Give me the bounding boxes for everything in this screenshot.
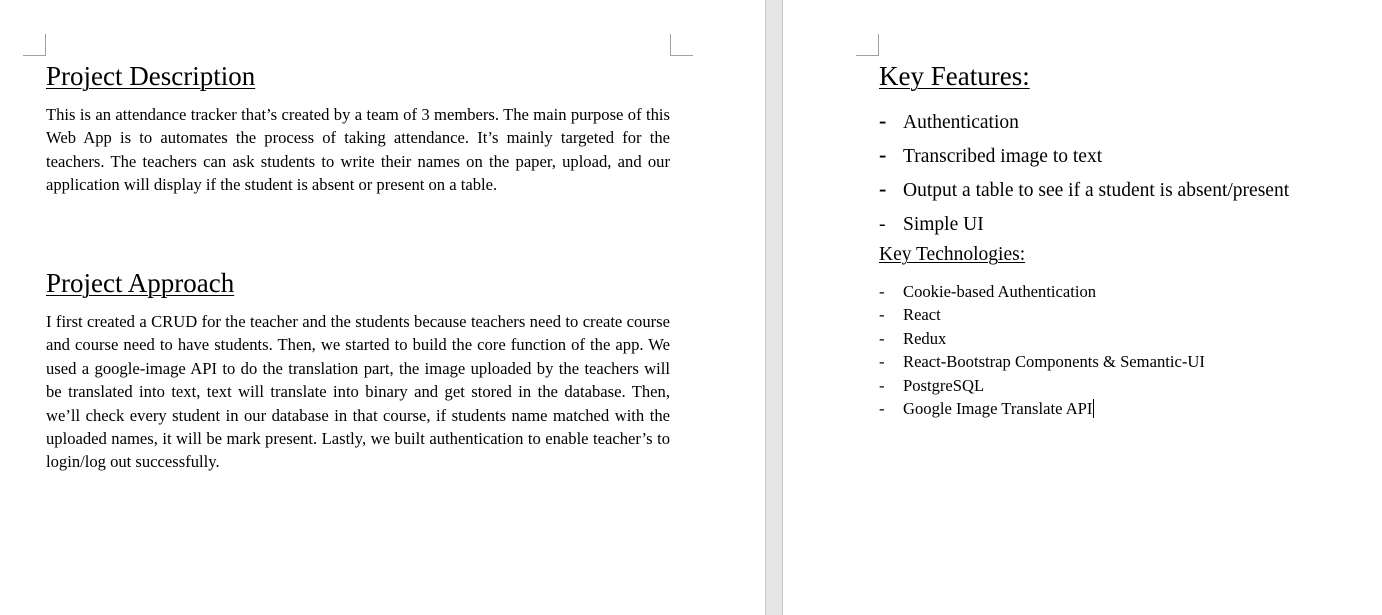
technology-text[interactable]: Redux <box>903 328 947 348</box>
dash-bullet: - <box>879 328 885 348</box>
dash-bullet: - <box>879 282 885 301</box>
technology-text[interactable]: Google Image Translate API <box>903 398 1093 418</box>
feature-text[interactable]: Output a table to see if a student is absent/present <box>903 180 1290 201</box>
project-description-heading[interactable]: Project Description <box>46 61 256 91</box>
margin-corner-mark-top-left <box>856 34 879 56</box>
technology-text[interactable]: Cookie-based Authentication <box>903 282 1097 301</box>
project-approach-heading[interactable]: Project Approach <box>46 268 235 298</box>
dash-bullet: - <box>879 352 885 372</box>
key-features-heading[interactable]: Key Features: <box>879 61 1030 91</box>
dash-bullet: - <box>879 214 886 235</box>
technology-text[interactable]: PostgreSQL <box>903 375 985 395</box>
dash-bullet: - <box>879 108 887 133</box>
margin-corner-mark-top-left <box>23 34 46 56</box>
page-separator <box>765 0 783 615</box>
project-approach-paragraph[interactable]: I first created a CRUD for the teacher and the students because teachers need to create course and course need to have students. Then, we started to build the core function of the app. We used a google-image API to do the translation part, the image uploaded by the teachers will be translated into text, text will translate into binary and get stored in the database. Then, we’ll check every student in our database in that course, if students name matched with the uploaded names, it will be mark present. Lastly, we built authentication to enable teacher’s to login/log out successfully. <box>46 312 670 472</box>
margin-corner-mark-top-right <box>670 34 693 56</box>
technology-text[interactable]: React <box>903 305 941 325</box>
dash-bullet: - <box>879 375 885 395</box>
dash-bullet: - <box>879 176 887 201</box>
dash-bullet: - <box>879 398 885 418</box>
feature-text[interactable]: Transcribed image to text <box>903 146 1103 167</box>
feature-text[interactable]: Authentication <box>903 112 1019 133</box>
technology-text-with-cursor[interactable] <box>903 397 1094 420</box>
project-description-paragraph[interactable]: This is an attendance tracker that’s created by a team of 3 members. The main purpose of this Web App is to automates the process of taking attendance. It’s mainly targeted for the teachers. The teachers can ask students to write their names on the paper, upload, and our application will display if the student is absent or present on a table. <box>46 105 670 195</box>
feature-text[interactable]: Simple UI <box>903 214 984 235</box>
technology-text[interactable]: React-Bootstrap Components & Semantic-UI <box>903 352 1205 372</box>
text-cursor <box>1093 399 1094 418</box>
key-technologies-heading[interactable]: Key Technologies: <box>879 244 1026 265</box>
dash-bullet: - <box>879 142 887 167</box>
document-page-right <box>783 0 1382 615</box>
dash-bullet: - <box>879 305 885 325</box>
